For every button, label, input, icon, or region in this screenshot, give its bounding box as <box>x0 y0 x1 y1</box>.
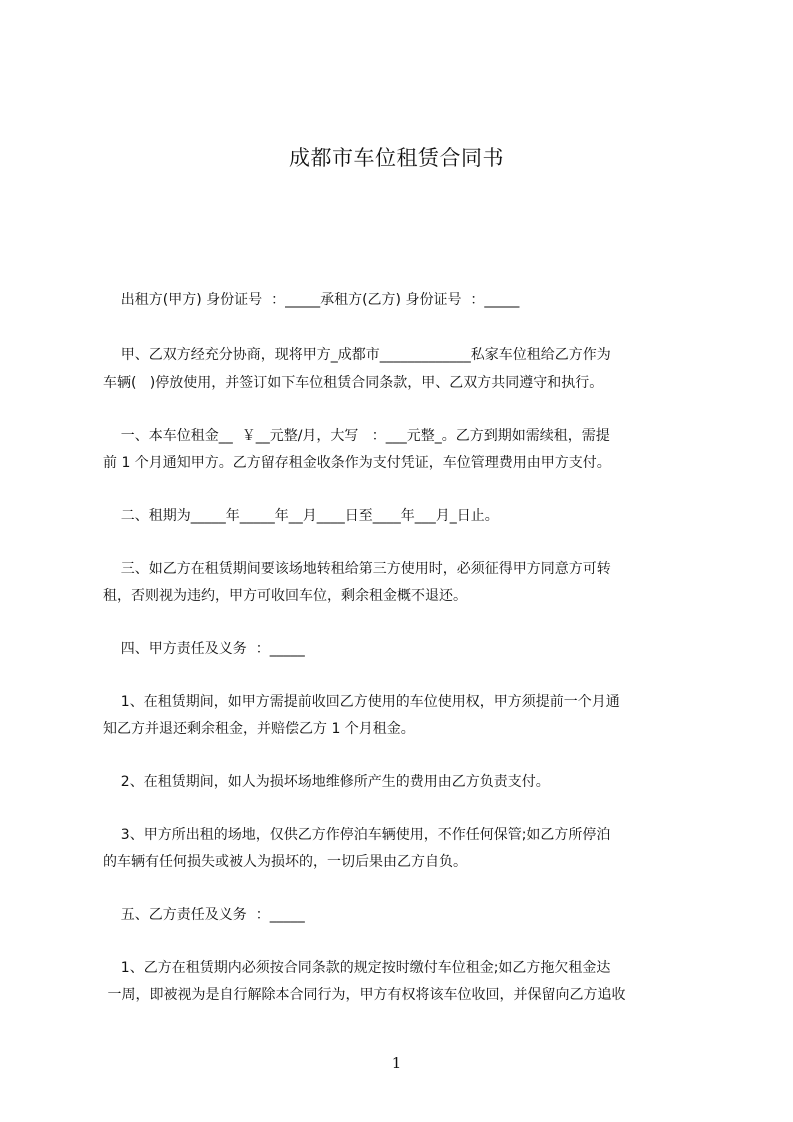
page-number: 1 <box>391 1054 402 1072</box>
clause-4-item-3-line-1: 3、甲方所出租的场地，仅供乙方作停泊车辆使用，不作任何保管;如乙方所停泊 <box>103 827 611 843</box>
parties-line: 出租方(甲方) 身份证号 ：_____承租方(乙方) 身份证号 ：_____ <box>103 292 520 308</box>
clause-4-item-1-line-2: 知乙方并退还剩余租金，并赔偿乙方 1 个月租金。 <box>103 721 415 737</box>
clause-5-heading: 五、乙方责任及义务 ：_____ <box>103 907 305 923</box>
intro-line-1: 甲、乙双方经充分协商，现将甲方_成都市_____________私家车位租给乙方作为 <box>103 347 611 363</box>
clause-4-heading: 四、甲方责任及义务 ：_____ <box>103 641 305 657</box>
clause-1-line-2: 前 1 个月通知甲方。乙方留存租金收条作为支付凭证，车位管理费用由甲方支付。 <box>103 455 611 471</box>
clause-4-item-3-line-2: 的车辆有任何损失或被人为损坏的，一切后果由乙方自负。 <box>103 854 467 870</box>
intro-line-2: 车辆( )停放使用，并签订如下车位租赁合同条款，甲、乙双方共同遵守和执行。 <box>103 375 604 391</box>
clause-5-item-1-line-2: 一周，即被视为是自行解除本合同行为，甲方有权将该车位收回，并保留向乙方追收 <box>103 987 626 1003</box>
clause-4-item-1-line-1: 1、在租赁期间，如甲方需提前收回乙方使用的车位使用权，甲方须提前一个月通 <box>103 694 620 710</box>
clause-3-line-2: 租，否则视为违约，甲方可收回车位，剩余租金概不退还。 <box>103 588 467 604</box>
clause-1-line-1: 一、本车位租金__ ￥__元整/月，大写 ：___元整_。乙方到期如需续租，需提 <box>103 428 610 444</box>
clause-4-item-2-line: 2、在租赁期间，如人为损坏场地维修所产生的费用由乙方负责支付。 <box>103 774 550 790</box>
clause-5-item-1-line-1: 1、乙方在租赁期内必须按合同条款的规定按时缴付车位租金;如乙方拖欠租金达 <box>103 960 611 976</box>
document-title: 成都市车位租赁合同书 <box>289 146 504 170</box>
clause-3-line-1: 三、如乙方在租赁期间要该场地转租给第三方使用时，必须征得甲方同意方可转 <box>103 561 611 577</box>
clause-2-line: 二、租期为_____年_____年__月____日至____年___月_日止。 <box>103 508 499 524</box>
